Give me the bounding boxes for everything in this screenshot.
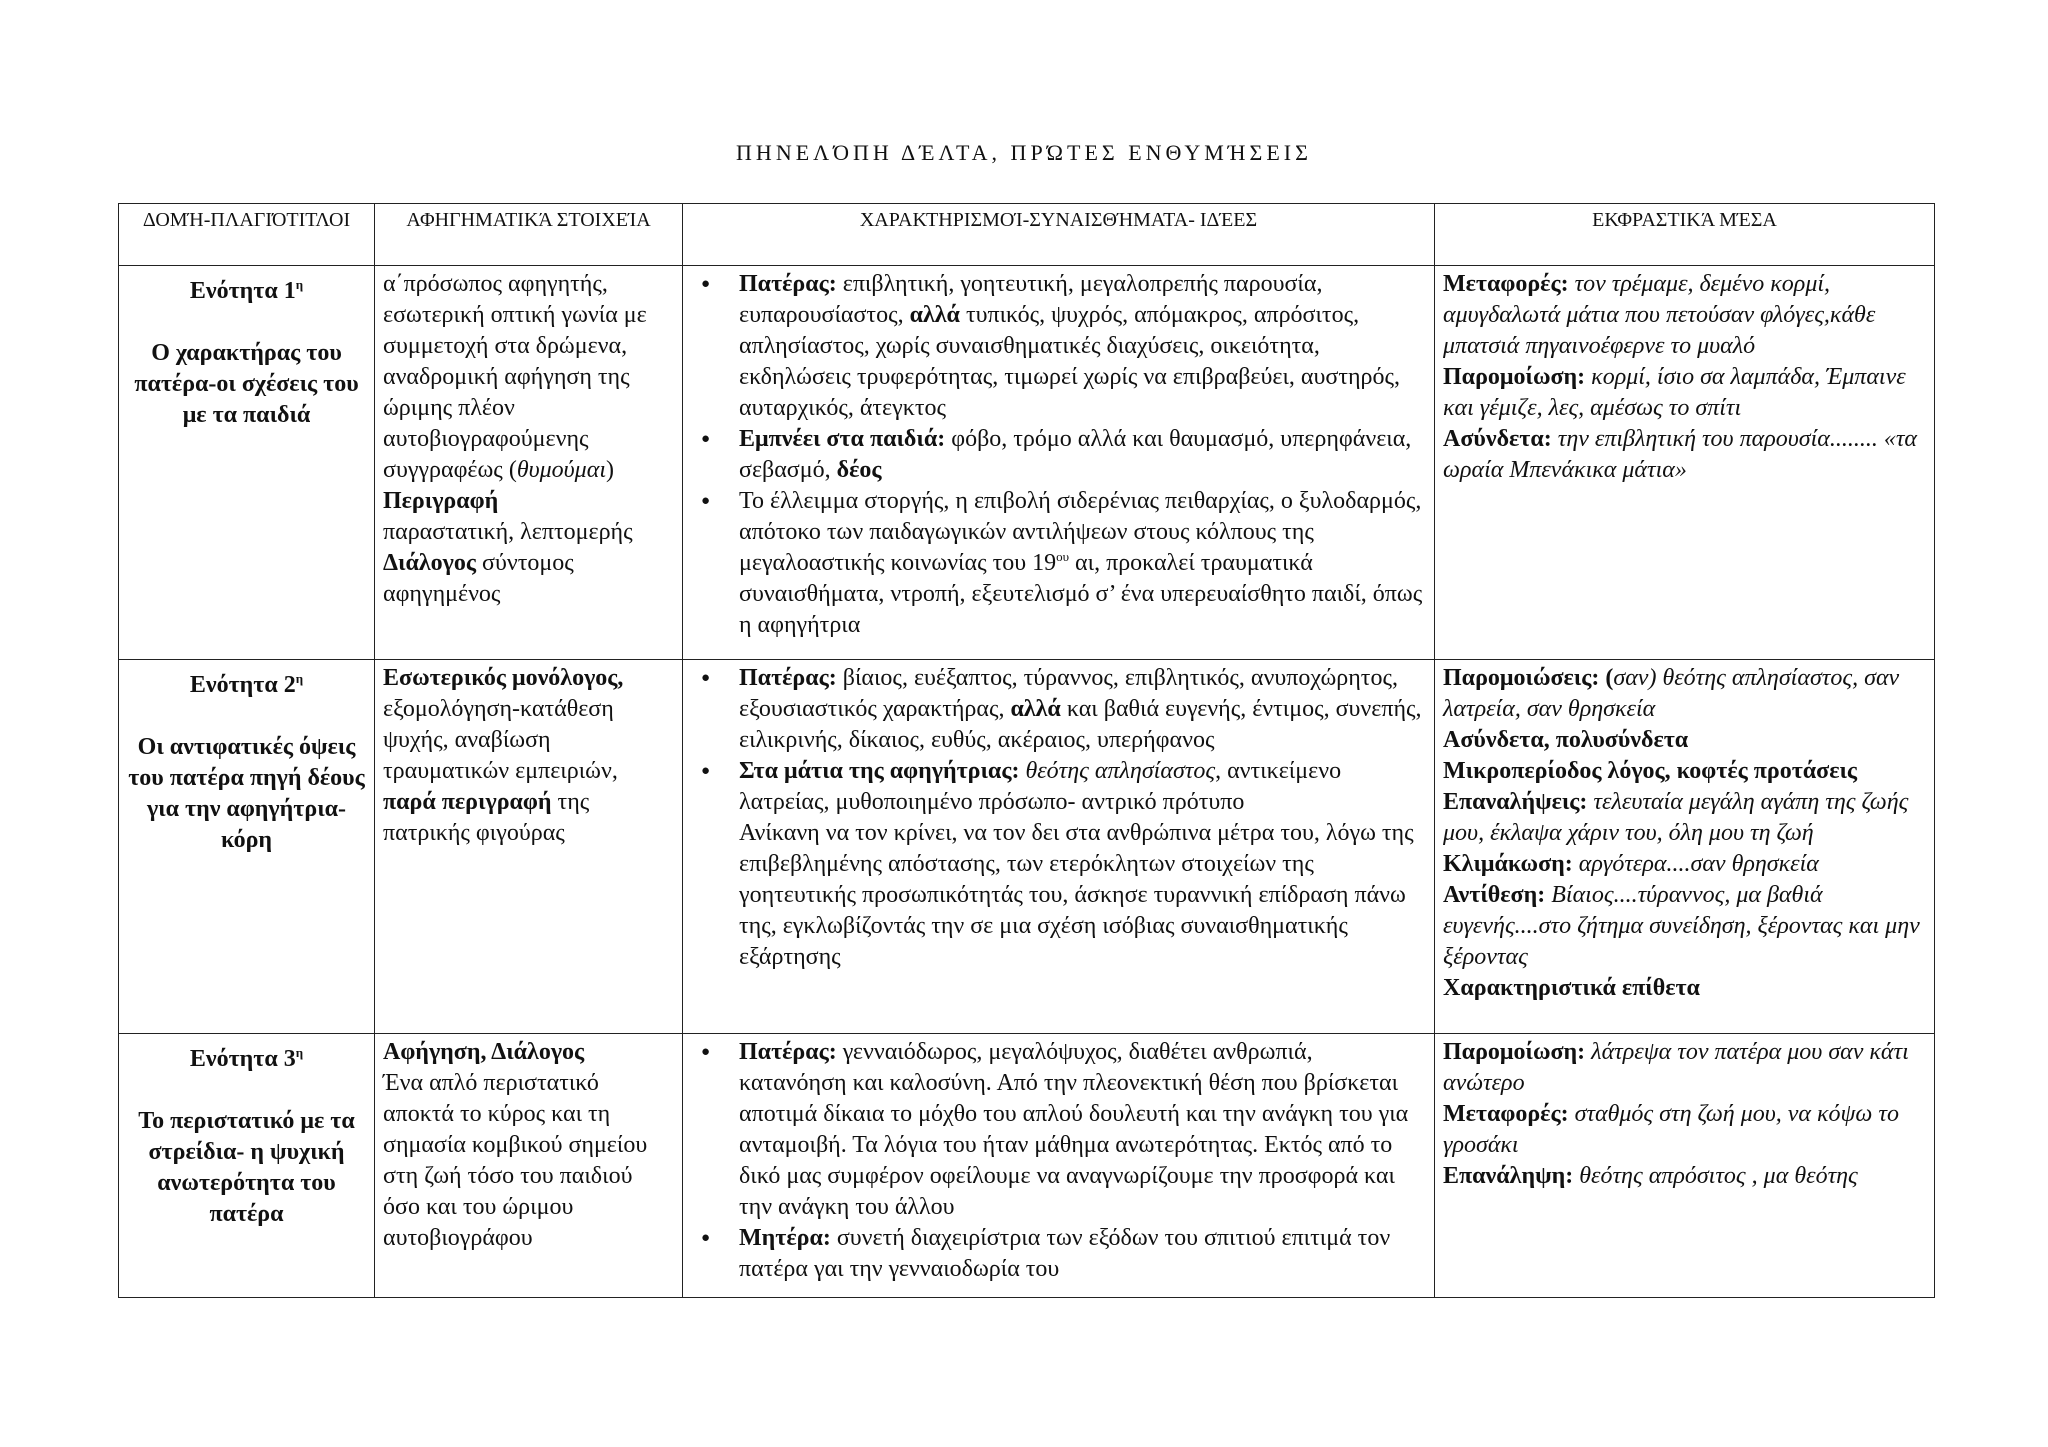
summary-table [118,203,1935,1298]
table-row [119,660,1935,1034]
list-item: ● Πατέρας: επιβλητική, γοητευτική, μεγαλοπρεπής παρουσία, ευπαρουσίαστος, αλλά τυπικός, ψυχρός, απόμακρος, απρόσιτος, απλησίαστος, χωρίς συναισθηματικές διαχύσεις, οικειότητα, εκδηλώσεις τρυφερότητας, τιμωρεί χωρίς να επιβραβεύει, αυστηρός, αυταρχικός, άτεγκτος [691,269,1426,424]
narrative-cell: Αφήγηση, Διάλογος Ένα απλό περιστατικό αποκτά το κύρος και τη σημασία κομβικού σημείου στη ζωή τόσο του παιδιού όσο και του ώριμου αυτοβιογράφου [375,1034,683,1298]
unit-label: Ενότητα 3 [189,1046,296,1072]
unit-cell: Ενότητα $3^\eta$ Το περιστατικό με τα στρείδια- η ψυχική ανωτερότητα του πατέρα [119,1034,375,1298]
characterizations-cell [683,660,1435,1034]
characterizations-cell [683,1034,1435,1298]
unit-title: Το περιστατικό με τα στρείδια- η ψυχική ανωτερότητα του πατέρα [138,1108,355,1227]
unit-cell: Ενότητα $1^\eta$ Ο χαρακτήρας του πατέρα-οι σχέσεις του με τα παιδιά [119,266,375,660]
page-title: ΠΗΝΕΛΌΠΗ ΔΈΛΤΑ, ΠΡΏΤΕΣ ΕΝΘΥΜΉΣΕΙΣ [736,140,1312,165]
expressive-cell: Μεταφορές: τον τρέμαμε, δεμένο κορμί, αμυγδαλωτά μάτια που πετούσαν φλόγες,κάθε μπατσιά πηγαινοέφερνε το μυαλό Παρομοίωση: κορμί, ίσιο σα λαμπάδα, Έμπαινε και γέμιζε, λες, αμέσως το σπίτι Ασύνδετα: την επιβλητική του παρουσία........ «τα ωραία Μπενάκικα μάτια» [1435,266,1935,660]
header-expressive: ΕΚΦΡΑΣΤΙΚΆ ΜΈΣΑ [1435,204,1935,266]
list-item: ● Το έλλειμμα στοργής, η επιβολή σιδερένιας πειθαρχίας, ο ξυλοδαρμός, απότοκο των παιδαγωγικών αντιλήψεων στους κόλπους της μεγαλοαστικής κοινωνίας του $19^{o\upsilon}$ αι, προκαλεί τραυματικά συναισθήματα, ντροπή, εξευτελισμό σ’ ένα υπερευαίσθητο παιδί, όπως η αφηγήτρια [691,486,1426,641]
expressive-cell: Παρομοιώσεις: (σαν) θεότης απλησίαστος, σαν λατρεία, σαν θρησκεία Ασύνδετα, πολυσύνδετα Μικροπερίοδος λόγος, κοφτές προτάσεις Επαναλήψεις: τελευταία μεγάλη αγάπη της ζωής μου, έκλαψα χάριν του, όλη μου τη ζωή Κλιμάκωση: αργότερα....σαν θρησκεία Αντίθεση: Βίαιος....τύραννος, μα βαθιά ευγενής....στο ζήτημα συνείδηση, ξέροντας και μην ξέροντας Χαρακτηριστικά επίθετα [1435,660,1935,1034]
characterizations-cell [683,266,1435,660]
header-row [119,204,1935,266]
list-item: ● Μητέρα: συνετή διαχειρίστρια των εξόδων του σπιτιού επιτιμά τον πατέρα γαι την γενναιοδωρία του [691,1223,1426,1285]
list-item: ● Εμπνέει στα παιδιά: φόβο, τρόμο αλλά και θαυμασμό, υπερηφάνεια, σεβασμό, δέος [691,424,1426,486]
unit-label: Ενότητα 2 [189,672,296,698]
header-narrative: ΑΦΗΓΗΜΑΤΙΚΆ ΣΤΟΙΧΕΊΑ [375,204,683,266]
narrative-cell: α΄πρόσωπος αφηγητής, εσωτερική οπτική γωνία με συμμετοχή στα δρώμενα, αναδρομική αφήγηση της ώριμης πλέον αυτοβιογραφούμενης συγγραφέως (θυμούμαι) Περιγραφή παραστατική, λεπτομερής Διάλογος σύντομος αφηγημένος [375,266,683,660]
table-row [119,266,1935,660]
list-item: ● Πατέρας: βίαιος, ευέξαπτος, τύραννος, επιβλητικός, ανυποχώρητος, εξουσιαστικός χαρακτήρας, αλλά και βαθιά ευγενής, έντιμος, συνεπής, ειλικρινής, δίκαιος, ευθύς, ακέραιος, υπερήφανος [691,663,1426,756]
list-item: ● Στα μάτια της αφηγήτριας: θεότης απλησίαστος, αντικείμενο λατρείας, μυθοποιημένο πρόσωπο- αντρικό πρότυπο Ανίκανη να τον κρίνει, να τον δει στα ανθρώπινα μέτρα του, λόγω της επιβεβλημένης απόστασης, των ετερόκλητων στοιχείων της γοητευτικής προσωπικότητάς του, άσκησε τυραννική επίδραση πάνω της, εγκλωβίζοντάς την σε μια σχέση ισόβιας συναισθηματικής εξάρτησης [691,756,1426,973]
unit-title: Οι αντιφατικές όψεις του πατέρα πηγή δέους για την αφηγήτρια-κόρη [128,734,365,853]
unit-label: Ενότητα 1 [189,278,296,304]
list-item: ● Πατέρας: γενναιόδωρος, μεγαλόψυχος, διαθέτει ανθρωπιά, κατανόηση και καλοσύνη. Από την πλεονεκτική θέση που βρίσκεται αποτιμά δίκαια το μόχθο του απλού δουλευτή και την ανάγκη του για ανταμοιβή. Τα λόγια του ήταν μάθημα ανωτερότητας. Εκτός από το δικό μας συμφέρον οφείλουμε να αναγνωρίζουμε την προσφορά και την ανάγκη του άλλου [691,1037,1426,1223]
header-structure: ΔΟΜΉ-ΠΛΑΓΙΌΤΙΤΛΟΙ [119,204,375,266]
unit-title: Ο χαρακτήρας του πατέρα-οι σχέσεις του με τα παιδιά [134,340,359,428]
narrative-cell: Εσωτερικός μονόλογος, εξομολόγηση-κατάθεση ψυχής, αναβίωση τραυματικών εμπειριών, παρά περιγραφή της πατρικής φιγούρας [375,660,683,1034]
expressive-cell: Παρομοίωση: λάτρεψα τον πατέρα μου σαν κάτι ανώτερο Μεταφορές: σταθμός στη ζωή μου, να κόψω το γροσάκι Επανάληψη: θεότης απρόσιτος , μα θεότης [1435,1034,1935,1298]
table-row [119,1034,1935,1298]
unit-cell: Ενότητα $2^\eta$ Οι αντιφατικές όψεις του πατέρα πηγή δέους για την αφηγήτρια-κόρη [119,660,375,1034]
header-characterizations: ΧΑΡΑΚΤΗΡΙΣΜΟΊ-ΣΥΝΑΙΣΘΉΜΑΤΑ- ΙΔΈΕΣ [683,204,1435,266]
